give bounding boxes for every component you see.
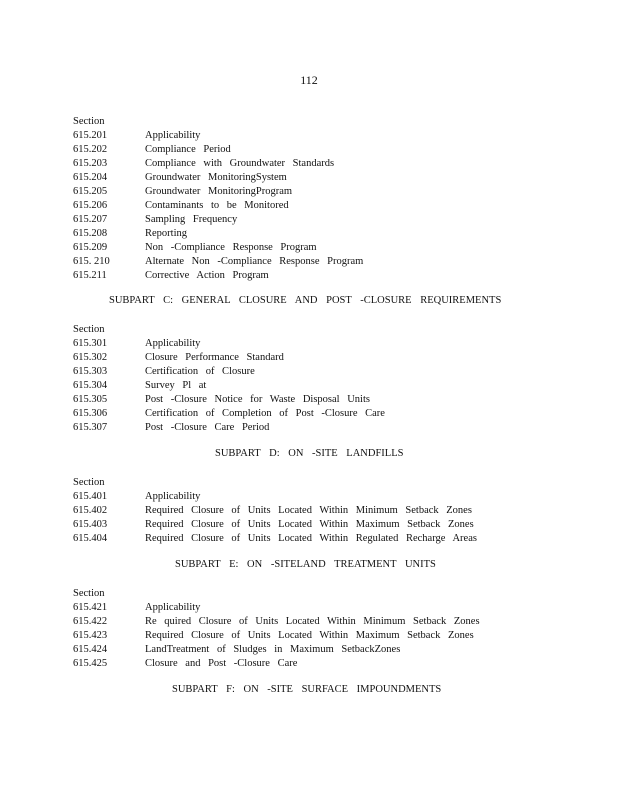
section-number: 615.403 — [73, 519, 108, 530]
section-heading: Section — [73, 477, 105, 488]
list-item — [73, 657, 480, 671]
section-number: 615. 210 — [73, 256, 110, 267]
section-heading: Section — [73, 324, 105, 335]
section-title: Post -Closure Care Period — [145, 422, 270, 433]
section-number: 615.207 — [73, 214, 108, 225]
section-list-e — [73, 587, 480, 671]
section-number: 615.404 — [73, 533, 108, 544]
section-title: Applicability — [145, 130, 201, 141]
list-item — [73, 199, 363, 213]
section-number: 615.204 — [73, 172, 108, 183]
section-list-c — [73, 323, 385, 435]
list-item — [73, 629, 480, 643]
list-item — [73, 490, 477, 504]
section-title: Closure and Post -Closure Care — [145, 658, 298, 669]
section-title: Applicability — [145, 602, 201, 613]
section-number: 615.301 — [73, 338, 108, 349]
subpart-heading-c: SUBPART C: GENERAL CLOSURE AND POST -CLOSURE REQUIREMENTS — [109, 295, 502, 306]
section-number: 615.205 — [73, 186, 108, 197]
list-item — [73, 185, 363, 199]
list-item — [73, 518, 477, 532]
section-title: Required Closure of Units Located Within Regulated Recharge Areas — [145, 533, 477, 544]
subpart-heading-f: SUBPART F: ON -SITE SURFACE IMPOUNDMENTS — [172, 684, 442, 695]
section-number: 615.304 — [73, 380, 108, 391]
section-title: Required Closure of Units Located Within Maximum Setback Zones — [145, 519, 474, 530]
section-title: Applicability — [145, 338, 201, 349]
list-item — [73, 157, 363, 171]
list-item — [73, 504, 477, 518]
list-item — [73, 351, 385, 365]
section-title: Required Closure of Units Located Within Maximum Setback Zones — [145, 630, 474, 641]
list-item — [73, 365, 385, 379]
section-number: 615.421 — [73, 602, 108, 613]
section-title: Survey Pl at — [145, 380, 207, 391]
section-number: 615.402 — [73, 505, 108, 516]
section-title: Groundwater MonitoringSystem — [145, 172, 287, 183]
section-number: 615.424 — [73, 644, 108, 655]
list-item — [73, 269, 363, 283]
list-item — [73, 407, 385, 421]
section-number: 615.202 — [73, 144, 108, 155]
section-number: 615.303 — [73, 366, 108, 377]
section-title: Corrective Action Program — [145, 270, 269, 281]
section-number: 615.401 — [73, 491, 108, 502]
section-number: 615.209 — [73, 242, 108, 253]
section-title: Contaminants to be Monitored — [145, 200, 289, 211]
list-item — [73, 532, 477, 546]
list-item — [73, 227, 363, 241]
list-item — [73, 255, 363, 269]
section-number: 615.201 — [73, 130, 108, 141]
list-item — [73, 601, 480, 615]
list-item — [73, 421, 385, 435]
section-number: 615.307 — [73, 422, 108, 433]
section-title: Certification of Closure — [145, 366, 255, 377]
section-number: 615.208 — [73, 228, 108, 239]
list-item — [73, 213, 363, 227]
section-number: 615.422 — [73, 616, 108, 627]
page-number: 112 — [300, 73, 318, 87]
section-list-d — [73, 476, 477, 546]
section-number: 615.425 — [73, 658, 108, 669]
section-title: LandTreatment of Sludges in Maximum SetbackZones — [145, 644, 401, 655]
section-title: Closure Performance Standard — [145, 352, 284, 363]
section-title: Re quired Closure of Units Located Within Minimum Setback Zones — [145, 616, 480, 627]
section-title: Alternate Non -Compliance Response Program — [145, 256, 364, 267]
section-heading: Section — [73, 116, 105, 127]
list-item — [73, 615, 480, 629]
list-item — [73, 129, 363, 143]
section-number: 615.306 — [73, 408, 108, 419]
section-title: Certification of Completion of Post -Closure Care — [145, 408, 385, 419]
list-item — [73, 143, 363, 157]
list-item — [73, 393, 385, 407]
list-item — [73, 171, 363, 185]
section-number: 615.302 — [73, 352, 108, 363]
section-title: Non -Compliance Response Program — [145, 242, 317, 253]
list-item — [73, 379, 385, 393]
subpart-heading-d: SUBPART D: ON -SITE LANDFILLS — [215, 448, 404, 459]
subpart-heading-e: SUBPART E: ON -SITELAND TREATMENT UNITS — [175, 559, 436, 570]
section-heading: Section — [73, 588, 105, 599]
section-number: 615.206 — [73, 200, 108, 211]
section-title: Required Closure of Units Located Within Minimum Setback Zones — [145, 505, 472, 516]
section-title: Reporting — [145, 228, 187, 239]
list-item — [73, 241, 363, 255]
section-title: Compliance with Groundwater Standards — [145, 158, 335, 169]
list-item — [73, 337, 385, 351]
section-list-b — [73, 115, 363, 283]
section-number: 615.211 — [73, 270, 107, 281]
section-number: 615.305 — [73, 394, 108, 405]
section-title: Applicability — [145, 491, 201, 502]
section-title: Sampling Frequency — [145, 214, 238, 225]
section-title: Post -Closure Notice for Waste Disposal Units — [145, 394, 370, 405]
section-number: 615.423 — [73, 630, 108, 641]
section-title: Groundwater MonitoringProgram — [145, 186, 293, 197]
list-item — [73, 643, 480, 657]
section-title: Compliance Period — [145, 144, 231, 155]
section-number: 615.203 — [73, 158, 108, 169]
